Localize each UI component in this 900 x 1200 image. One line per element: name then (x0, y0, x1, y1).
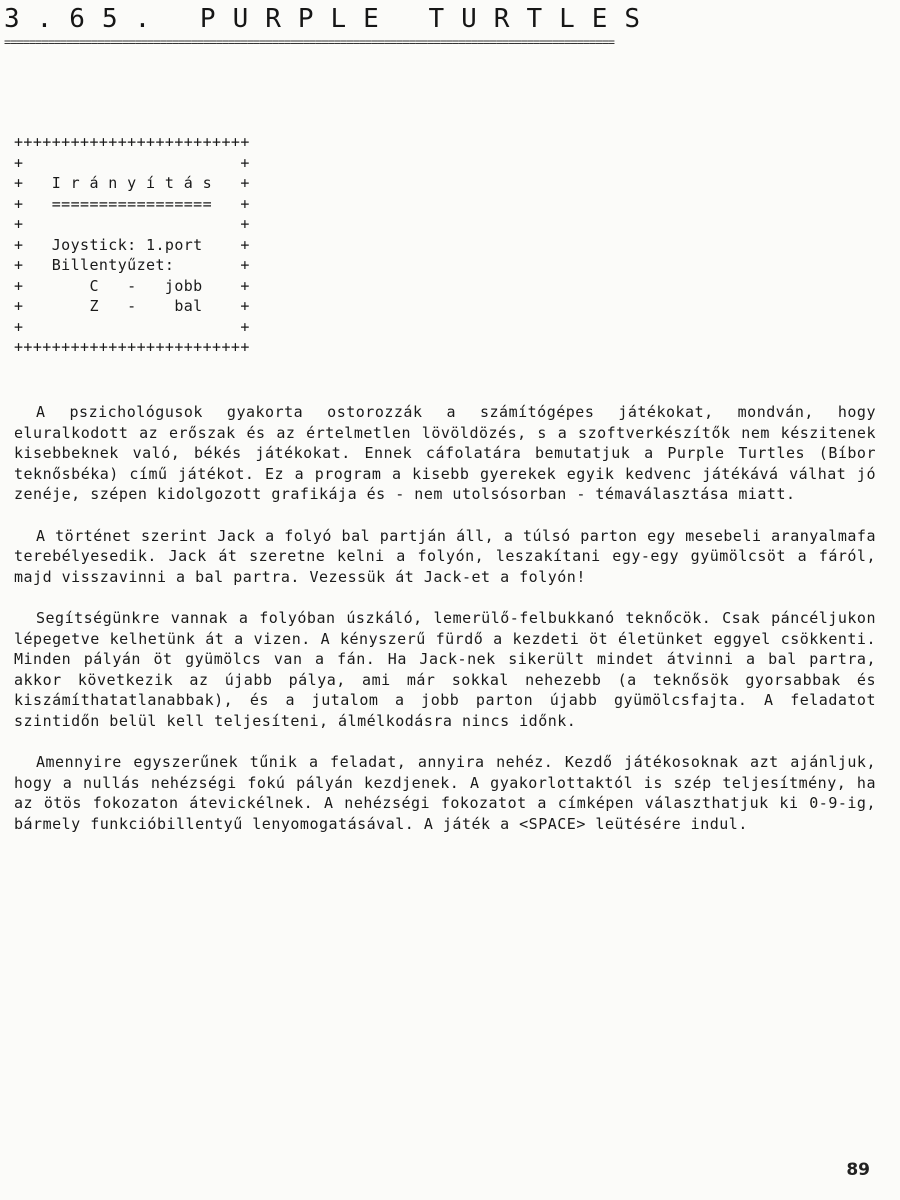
title-underline: ================================================================================================== (4, 36, 615, 48)
paragraph-3: Segítségünkre vannak a folyóban úszkáló, lemerülő-felbukkanó teknőcök. Csak páncéljukon lépegetve kelhetünk át a vizen. A kényszerű fürdő a kezdeti öt életünket eggyel csökkenti. Minden pályán öt gyümölcs van a fán. Ha Jack-nek sikerült mindet átvinni a bal partra, akkor következik az újabb pálya, ami már sokkal nehezebb (a teknősök gyorsabbak és kiszámíthatatlanabbak), és a jutalom a jobb parton újabb gyümölcsfajta. A feladatot szintidőn belül kell teljesíteni, álmélkodásra nincs időnk. (14, 608, 876, 730)
page-number: 89 (846, 1160, 870, 1180)
paragraph-2: A történet szerint Jack a folyó bal partján áll, a túlsó parton egy mesebeli aranyalmafa terebélyesedik. Jack át szeretne kelni a folyón, leszakítani egy-egy gyümölcsöt a fáról, majd visszavinni a bal partra. Vezessük át Jack-et a folyón! (14, 526, 876, 586)
controls-box: +++++++++++++++++++++++++ + + + I r á n y í t á s + + ================= + + + + Joystick: 1.port + + Billentyűzet: + + C - jobb + + Z - bal + + + +++++++++++++++++++++++++ (14, 133, 250, 356)
article-body (14, 402, 876, 855)
page-title: 3.65. PURPLE TURTLES (4, 4, 658, 34)
paragraph-1: A pszichológusok gyakorta ostorozzák a számítógépes játékokat, mondván, hogy eluralkodott az erőszak és az értelmetlen lövöldözés, s a szoftverkészítők nem készitenek kisebbeknek való, békés játékokat. Ennek cáfolatára bemutatjuk a Purple Turtles (Bíbor teknősbéka) című játékot. Ez a program a kisebb gyerekek egyik kedvenc játékává válhat jó zenéje, szépen kidolgozott grafikája és - nem utolsósorban - témaválasztása miatt. (14, 403, 876, 504)
paragraph-4: Amennyire egyszerűnek tűnik a feladat, annyira nehéz. Kezdő játékosoknak azt ajánljuk, hogy a nullás nehézségi fokú pályán kezdjenek. A gyakorlottaktól is szép teljesítmény, ha az ötös fokozaton átevickélnek. A nehézségi fokozatot a címképen választhatjuk ki 0-9-ig, bármely funkcióbillentyű lenyomogatásával. A játék a <SPACE> leütésére indul. (14, 753, 876, 833)
